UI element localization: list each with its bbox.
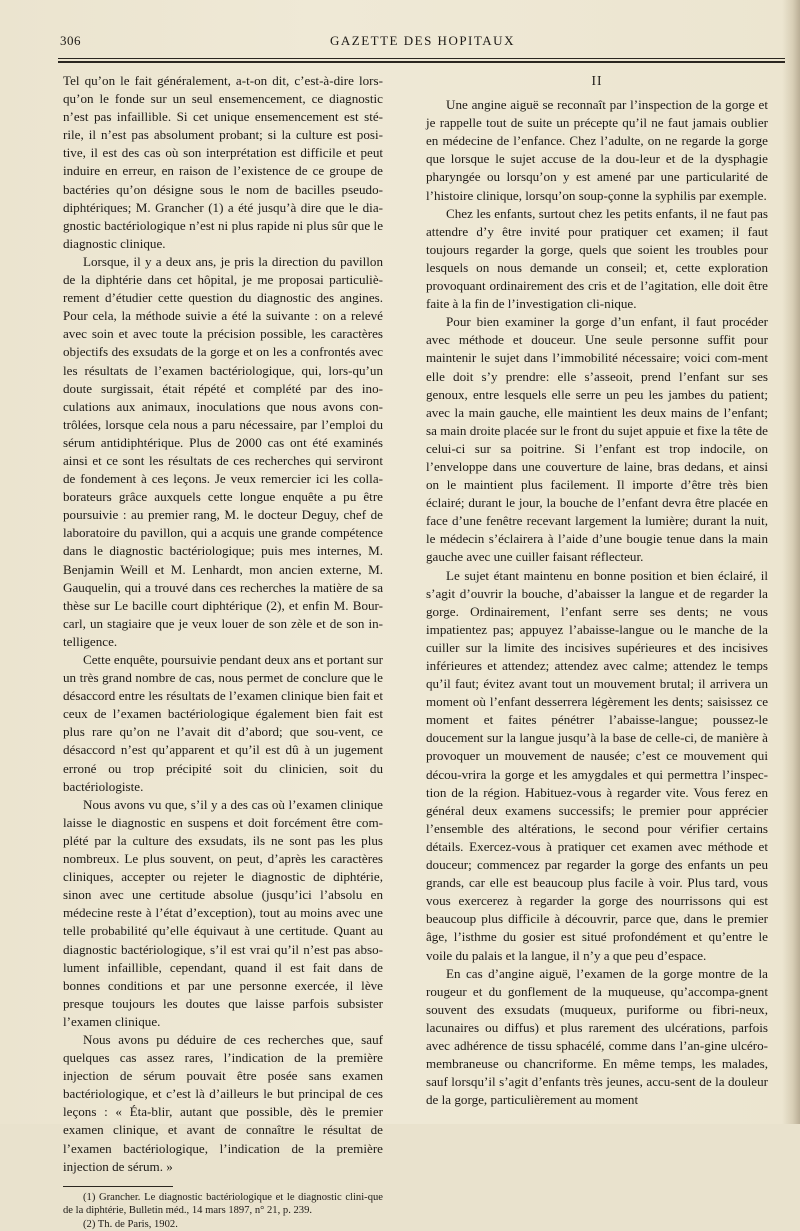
paragraph: Le sujet étant maintenu en bonne position et bien éclairé, il s’agit d’ouvrir la bouche, d’abaisser la langue et de regarder la gorge. Ordinairement, l’enfant serre ses dents; ne vous impatientez pas; appuyez l’abaisse-langue ou le manche de la cuiller sur la limite des incisives supérieures et des incisives inférieures et attendez; attendez avec calme; attendez le temps qu’il faut; évitez avant tout un mouvement brutal; il arrivera un moment où l’enfant desserrera légèrement les dents; saisissez ce moment et faites pénétrer l’abaisse-langue; poussez-le doucement sur la langue jusqu’à la base de celle-ci, de manière à provoquer un mouvement de nausée; c’est ce mouvement qui décou-vrira la gorge et les amygdales et qui permettra l’inspec-tion de la région. Habituez-vous à regarder vite. Vous ferez en général deux examens successifs; le premier pour apprécier l’ensemble des altérations, le second pour vérifier certains détails. Exercez-vous à pratiquer cet examen avec méthode et douceur; commencez par regarder la gorge des enfants un peu grands, car elle est beaucoup plus facile à voir. Plus tard, vous vous exercerez à regarder la gorge des nourrissons qui est beaucoup plus difficile à découvrir, parce que, dans le premier âge, l’isthme du gosier est situé profondément et qu’entre le voile du palais et la langue, il n’y a que peu d’espace. [426,567,768,963]
right-column [426,72,768,1109]
left-column [63,72,383,1231]
paragraph: Lorsque, il y a deux ans, je pris la direction du pavillon de la diphtérie dans cet hôpital, je me proposai particuliè-rement d’étudier cette question du diagnostic des angines. Pour cela, la méthode suivie a été la suivante : on a relevé avec soin et avec toute la précision possible, les caractères objectifs des exsudats de la gorge et on les a confrontés avec les résultats de l’examen bactériologique, qui, lors-qu’un doute surgissait, était répété et complété par des ino-culations aux animaux, inoculations que nous avons con-trôlées, lorsque cela nous a paru nécessaire, par l’emploi du sérum antidiphtérique. Plus de 2000 cas ont été examinés ainsi et ce sont les résultats de ces recherches qui serviront de fondement à ces leçons. Je veux remercier ici les colla-borateurs grâce auxquels cette longue enquête a pu être poursuivie : au premier rang, M. le docteur Deguy, chef de laboratoire du pavillon, qui a acquis une grande compétence dans le diagnostic bactériologique; puis mes internes, M. Benjamin Weill et M. Lenhardt, mon ancien externe, M. Gauquelin, qui a trouvé dans ces recherches la matière de sa thèse sur Le bacille court diphtérique (2), et enfin M. Bour-carl, un stagiaire que je veux louer de son zèle et de son in-telligence. [63,253,383,649]
journal-title: GAZETTE DES HOPITAUX [330,33,515,48]
paragraph: Tel qu’on le fait généralement, a-t-on dit, c’est-à-dire lors-qu’on le fonde sur un seul ensemencement, ce diagnostic n’est pas infaillible. Si cet unique ensemencement est sté-rile, il n’est pas absolument probant; si la culture est posi-tive, il est des cas où son interprétation est difficile et peut induire en erreur, en raison de l’existence de ce groupe de bactéries qu’on désigne sous le nom de bacilles pseudo-diphtériques; M. Grancher (1) a été jusqu’à dire que le dia-gnostic bactériologique n’est ni plus rapide ni plus sûr que le diagnostic clinique. [63,73,383,251]
footnote-divider [63,1186,173,1187]
paragraph: Une angine aiguë se reconnaît par l’inspection de la gorge et je rappelle tout de suite un précepte qu’il ne faut jamais oublier en médecine de l’enfance. Chez l’adulte, on ne regarde la gorge que lorsque le sujet accuse de la dou-leur et de la dysphagie pharyngée ou lorsqu’on y est amené par une particularité de l’histoire clinique, lorsqu’on soup-çonne la syphilis par exemple. [426,97,768,203]
paragraph: Nous avons pu déduire de ces recherches que, sauf quelques cas assez rares, l’indication de la première injection de sérum pouvait être posée sans examen bactériologique, et c’est là d’ailleurs le but principal de ces leçons : « Éta-blir, autant que possible, dès le premier examen clinique, et avant de connaître le résultat de l’examen bactériologique, l’indication de la première injection de sérum. » [63,1031,383,1174]
running-header [60,33,785,53]
paragraph: Chez les enfants, surtout chez les petits enfants, il ne faut pas attendre d’y être invité pour pratiquer cet examen; il faut toujours regarder la gorge, quels que soient les troubles pour lesquels on nous demande un conseil; et, cette exploration provoquant ordinairement des cris et de l’agitation, elle doit être faite à la fin de l’investigation cli-nique. [426,205,768,312]
header-rule-thin [58,58,785,59]
header-rule-thick [58,61,785,63]
footnote: (1) Grancher. Le diagnostic bactériologique et le diagnostic clini-que de la diphtérie, Bulletin méd., 14 mars 1897, n° 21, p. 239. [63,1191,383,1217]
section-heading: II [591,73,603,88]
page-fold-shadow [782,0,800,1124]
paragraph: Nous avons vu que, s’il y a des cas où l’examen clinique laisse le diagnostic en suspens et doit forcément être com-plété par la culture des exsudats, ils ne sont pas les plus nombreux. Le plus souvent, on peut, d’après les caractères cliniques, accepter ou rejeter le diagnostic de diphtérie, sinon avec une certitude absolue (jusqu’ici l’absolu en médecine reste à l’état d’exception), tout au moins avec une telle probabilité qu’elle équivaut à une certitude. Quant au diagnostic bactériologique, s’il est vrai qu’il n’est pas abso-lument infaillible, cependant, quand il est fait dans de bonnes conditions et par une personne exercée, il lève presque toujours les doutes que laisse parfois subsister l’examen clinique. [63,796,383,1029]
paragraph: Pour bien examiner la gorge d’un enfant, il faut procéder avec méthode et douceur. Une seule personne suffit pour maintenir le sujet dans l’immobilité nécessaire; voici com-ment elle doit s’y prendre: elle s’asseoit, prend l’enfant sur ses genoux, entre lesquels elle serre un peu les jambes du patient; avec la main gauche, elle maintient les deux mains de l’enfant; sa main droite placée sur le front du sujet appuie et fixe la tête de celui-ci sur sa poitrine. Si l’enfant est trop indocile, on l’enveloppe dans une couverture de laine, bras dedans, et ainsi on le maintient plus facilement. Il importe d’être très bien éclairé; durant le jour, la bouche de l’enfant devra être placée en face d’une fenêtre recevant largement la lumière; durant la nuit, le médecin s’éclairera à l’aide d’une bougie tenue dans la main gauche avec une cuiller faisant réflecteur. [426,314,768,565]
footnote: (2) Th. de Paris, 1902. [83,1218,178,1230]
paragraph: Cette enquête, poursuivie pendant deux ans et portant sur un très grand nombre de cas, nous permet de conclure que le désaccord entre les résultats de l’examen clinique bien fait et ceux de l’examen bactériologique également bien fait est plus rare qu’on ne l’avait dit d’abord; que sou-vent, ce désaccord n’est qu’apparent et qu’il est dû à un jugement erroné ou trop précipité soit du clinicien, soit du bactériologiste. [63,652,383,794]
page-number: 306 [60,33,81,48]
paragraph: En cas d’angine aiguë, l’examen de la gorge montre de la rougeur et du gonflement de la muqueuse, qu’accompa-gnent souvent des exsudats (muqueux, puriforme ou fibri-neux, lacunaires ou diffus) et plus rarement des ulcérations, parfois avec adhérence de tissu sphacélé, comme dans l’an-gine ulcéro-membraneuse ou chancriforme. En même temps, les malades, sauf lorsqu’il s’agit d’enfants très jeunes, accu-sent de la douleur de la gorge, particulièrement au moment [426,965,768,1108]
